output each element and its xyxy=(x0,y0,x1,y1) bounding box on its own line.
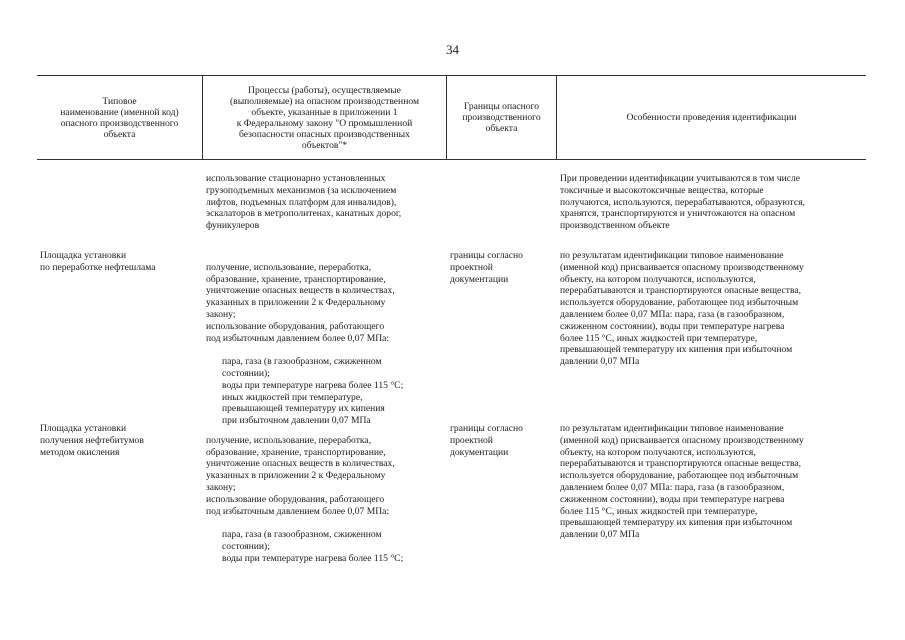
header-features: Особенности проведения идентификации xyxy=(626,112,797,123)
header-bottom-rule xyxy=(37,159,866,160)
row0-processes: использование стационарно установленных грузоподъемных механизмов (за исключением лифтов, подъемных платформ для инвалидов), эскалаторов в метрополитенах, канатных дорог, фуникулеров xyxy=(206,173,402,232)
header-processes: Процессы (работы), осуществляемые (выполняемые) на опасном производственном объекте, указанные в приложении 1 к Федеральному закону "О промышленной безопасности опасных производственных объектов"* xyxy=(229,84,420,151)
row1-boundaries: границы согласно проектной документации xyxy=(450,250,523,285)
row2-object-name: Площадка установки получения нефтебитумов методом окисления xyxy=(40,423,144,458)
row2-processes xyxy=(206,423,446,576)
row1-features: по результатам идентификации типовое наименование (именной код) присваивается опасному производственному объекту, на котором получаются, используются, перерабатываются и транспортируются опасные вещества, используется оборудование, работающее под избыточным давлением более 0,07 МПа: пара, газа (в газообразном, сжиженном состоянии), воды при температуре нагрева более 115 °С, иных жидкостей при температуре, превышающей температуру их кипения при избыточном давлении 0,07 МПа xyxy=(560,250,804,368)
row0-features: При проведении идентификации учитываются в том числе токсичные и высокотоксичные вещества, которые получаются, используются, перерабатываются, образуются, хранятся, транспортируются и уничтожаются на опасном производственном объекте xyxy=(560,173,805,232)
row1-processes-indented: пара, газа (в газообразном, сжиженном состоянии); воды при температуре нагрева более 115 °С; иных жидкостей при температуре, превышающей температуру их кипения при избыточном давлении 0,07 МПа xyxy=(222,356,404,427)
header-object-name: Типовое наименование (именной код) опасного производственного объекта xyxy=(60,95,179,140)
row2-features: по результатам идентификации типовое наименование (именной код) присваивается опасному производственному объекту, на котором получаются, используются, перерабатываются и транспортируются опасные вещества, используется оборудование, работающее под избыточным давлением более 0,07 МПа: пара, газа (в газообразном, сжиженном состоянии), воды при температуре нагрева более 115 °С, иных жидкостей при температуре, превышающей температуру их кипения при избыточном давлении 0,07 МПа xyxy=(560,423,804,541)
row1-processes-main: получение, использование, переработка, образование, хранение, транспортирование, уничтожение опасных веществ в количествах, указанных в приложении 2 к Федеральному закону; использование оборудования, работающего под избыточным давлением более 0,07 МПа: xyxy=(206,261,395,344)
header-boundaries: Границы опасного производственного объекта xyxy=(462,101,541,134)
row1-processes xyxy=(206,250,446,439)
row2-processes-main: получение, использование, переработка, образование, хранение, транспортирование, уничтожение опасных веществ в количествах, указанных в приложении 2 к Федеральному закону; использование оборудования, работающего под избыточным давлением более 0,07 МПа: xyxy=(206,434,395,517)
row2-boundaries: границы согласно проектной документации xyxy=(450,423,523,458)
page-number: 34 xyxy=(446,42,459,57)
row1-object-name: Площадка установки по переработке нефтешлама xyxy=(40,250,156,273)
row2-processes-indented: пара, газа (в газообразном, сжиженном состоянии); воды при температуре нагрева более 115 °С; xyxy=(222,529,404,564)
